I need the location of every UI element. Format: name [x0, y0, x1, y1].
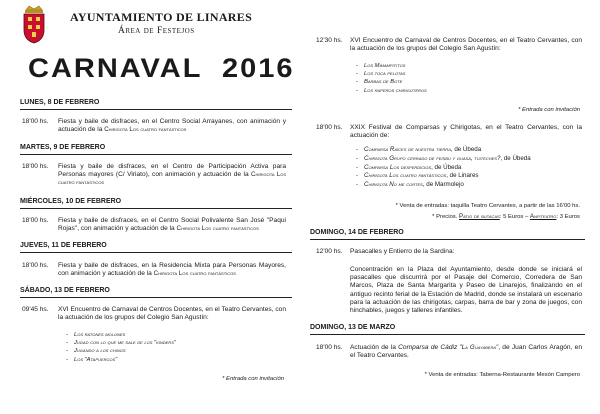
event-description: XXIX Festival de Comparsas y Chirigotas, en el Teatro Cervantes, con la actuación de: — [350, 124, 582, 140]
event-time: 18'00 hs. — [316, 124, 343, 131]
list-item: - Barbas de Bote — [356, 78, 576, 86]
event-time: 18'00 hs. — [22, 262, 49, 269]
list-item: - Los Mimampititos — [356, 62, 576, 70]
day-header: DOMINGO, 13 DE MARZO — [310, 324, 585, 335]
ticket-prices: * Precios. Patio de butacas: 5 Euros – Anfiteatro: 3 Euros — [432, 213, 580, 220]
list-item: - Chirigota Los cuatro fantásticos, de Linares — [356, 172, 582, 181]
event-description: Fiesta y baile de disfraces, en la Residencia Mixta para Personas Mayores, con animación y actuación de la Chirigota Los cuatro fantásticos — [58, 262, 286, 278]
list-item: - Los "Atapuercos" — [66, 356, 286, 364]
event-time: 09'45 hs. — [22, 306, 49, 313]
area-name: Área de Festejos — [118, 26, 195, 36]
coat-of-arms-icon — [20, 4, 48, 44]
list-item: - Comparsa Raíces de nuestra tierra, de Úbeda — [356, 146, 582, 155]
list-item: - Chirigota Grupo cerrado de feisbu y guasa, tuiteches?, de Úbeda — [356, 155, 582, 164]
page-title: CARNAVAL 2016 — [28, 53, 295, 84]
event-description: Fiesta y baile de disfraces, en el Centro de Participación Activa para Personas mayores (C/ Viriato), con animación y actuación de la Chirigota Los cuatro fantásticos — [58, 163, 286, 187]
ticket-sale-note: * Venta de entradas: taquilla Teatro Cervantes, a partir de las 16'00 hs. — [395, 203, 580, 209]
event-description: Actuación de la Comparsa de Cádiz "La Guayabera", de Juan Carlos Aragón, en el Teatro Cervantes. — [350, 344, 583, 360]
group-list — [356, 62, 576, 95]
day-header: SÁBADO, 13 DE FEBRERO — [20, 287, 292, 298]
ticket-sale-note: * Venta de entradas: Taberna-Restaurante Mesón Campero — [424, 372, 580, 378]
event-title: Pasacalles y Entierro de la Sardina: — [350, 248, 455, 255]
event-time: 18'00 hs. — [22, 118, 49, 125]
list-item: - Comparsa Los desperdicios, de Úbeda — [356, 164, 582, 173]
event-description: Fiesta y baile de disfraces, en el Centro Social Polivalente San José "Paqui Rojas", con animación y actuación de la Chirigota Los cuatro fantásticos — [58, 217, 286, 233]
event-time: 18'00 hs. — [22, 163, 49, 170]
list-item: - Chirigota No me cortes, de Marmolejo — [356, 181, 582, 190]
event-time: 12'30 hs. — [316, 37, 343, 44]
event-description: XVI Encuentro de Carnaval de Centros Docentes, en el Teatro Cervantes, con la actuación de los grupos del Colegio San Agustín: — [350, 37, 582, 53]
event-time: 18'00 hs. — [22, 217, 49, 224]
day-header: MIÉRCOLES, 10 DE FEBRERO — [20, 198, 292, 209]
list-item: - Los raperos chirigoteros — [356, 87, 576, 95]
invitation-note: * Entrada con invitación — [518, 107, 580, 113]
list-item: - Los ratones molones — [66, 331, 286, 339]
day-header: MARTES, 9 DE FEBRERO — [20, 144, 292, 155]
day-header: JUEVES, 11 DE FEBRERO — [20, 242, 292, 253]
event-description: Fiesta y baile de disfraces, en el Centro Social Arrayanes, con animación y actuación de la Chirigota Los cuatro fantásticos — [58, 118, 286, 134]
event-description: Concentración en la Plaza del Ayuntamiento, desde donde se iniciará el pasacalles que discurrirá por el Pasaje del Comercio, Corredera de San Marcos, Plaza de Santa Margarita y Paseo de Linarejos, finalizando en el antiguo recinto ferial de la Estación de Madrid, donde se instalará un escenario para la actuación de las chirigotas, carpas, barra de bar y zona de juegos, con hinchables, juegos y talleres infantiles. — [350, 266, 582, 315]
group-list — [66, 331, 286, 364]
list-item: - Los toca pelotas — [356, 70, 576, 78]
list-item: - Jugando a los chinos — [66, 347, 286, 355]
day-header: DOMINGO, 14 DE FEBRERO — [310, 229, 585, 240]
list-item: - Jugad con lo que me sale de los "kinders" — [66, 339, 286, 347]
org-name: AYUNTAMIENTO DE LINARES — [70, 10, 253, 24]
day-header: LUNES, 8 DE FEBRERO — [20, 99, 292, 110]
invitation-note: * Entrada con invitación — [222, 376, 284, 382]
event-time: 18'00 hs. — [316, 344, 343, 351]
event-time: 12'00 hs. — [316, 248, 343, 255]
group-list — [356, 146, 582, 190]
event-description: XVI Encuentro de Carnaval de Centros Docentes, en el Teatro Cervantes, con la actuación de los grupos del Colegio San Agustín: — [58, 306, 286, 322]
